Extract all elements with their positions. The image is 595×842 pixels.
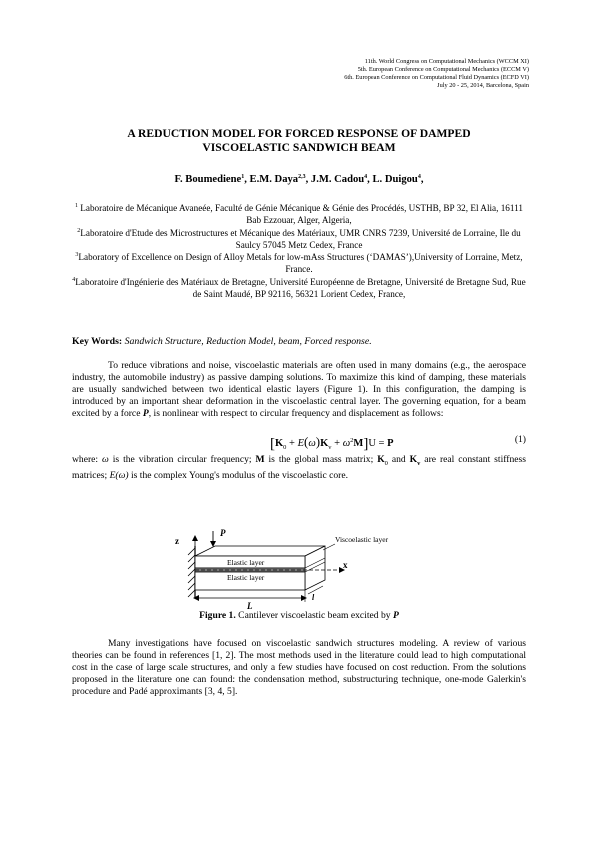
caption-variable: P [392, 610, 399, 621]
caption-text: Cantilever viscoelastic beam excited by [235, 610, 393, 621]
paragraph-text: where: [72, 454, 103, 465]
paragraph-text: is the complex Young's modulus of the viscoelastic core. [128, 469, 349, 481]
affiliation-3 [72, 251, 526, 276]
equation-number: (1) [514, 434, 526, 445]
matrix-k0: K [377, 454, 385, 465]
paragraph-where: where: ω is the vibration circular frequency; M is the global mass matrix; $K_0$ and $K_v$ are real constant stiffness matrices; E(ω) is the complex Young's modulus of the viscoelastic core. [72, 454, 526, 481]
equation-formula: $[K_0 + E(\omega)K_v + \omega^2M]U = P$ [270, 434, 394, 452]
author-list: F. Boumediene$^1$, E.M. Daya$^{2,3}$, J.M. Cadou$^4$, L. Duigou$^4$, [174, 174, 424, 185]
paragraph-text: are real constant stiffness matrices; [72, 454, 526, 481]
caption-label: Figure 1. [199, 610, 236, 621]
elastic-layer-top-label: Elastic layer [227, 558, 265, 567]
force-label: P [220, 528, 226, 538]
young-modulus: E [297, 438, 305, 449]
author-name: J.M. Cadou [310, 174, 365, 185]
cantilever-beam-figure [165, 528, 435, 618]
header-line-4: July 20 - 25, 2014, Barcelona, Spain [437, 82, 529, 90]
z-axis-label: z [175, 536, 179, 546]
affiliation-2 [72, 227, 526, 252]
matrix-kv: K [320, 438, 329, 449]
omega: ω [308, 438, 316, 449]
affiliation-4 [72, 276, 526, 301]
author-sup: 2,3 [298, 174, 306, 180]
author-sup: 1 [241, 174, 245, 180]
equals-sign: = [375, 438, 388, 449]
paragraph-text: To reduce vibrations and noise, viscoelastic materials are often used in many domains (e.g., the aerospace industry, the automobile industry) as passive damping solutions. To maximize this kind of damping, these materials are usually sandwiched between two identical elastic layers (Figure 1). In this configuration, the damping is introduced by an important shear deformation in the viscoelastic central layer. The governing equation, for a beam excited by a force [72, 360, 526, 420]
conference-header [209, 58, 529, 90]
author-name: E.M. Daya [249, 174, 299, 185]
affiliation-text: Laboratory of Excellence on Design of Alloy Metals for low-mAss Structures (‘DAMAS’),University of Lorraine, Metz, France. [78, 252, 523, 275]
paragraph-text: , is nonlinear with respect to circular frequency and displacement as follows: [148, 408, 444, 420]
affiliation-text: Laboratoire de Mécanique Avaneée, Faculté de Génie Mécanique & Génie des Procédés, USTHB, BP 32, El Alia, 16111 Bab Ezzouar, Alger, Algeria, [80, 203, 524, 226]
affiliation-sup: 2 [77, 227, 81, 234]
matrix-m: M [255, 454, 265, 465]
square: 2 [350, 437, 354, 444]
viscoelastic-layer-label: Viscoelastic layer [335, 535, 389, 544]
affiliation-text: Laboratoire d'Ingénierie des Matériaux de Bretagne, Université Européenne de Bretagne, Université de Bretagne Sud, Rue de Saint Maudé, BP 92116, 56321 Lorient Cedex, France, [75, 276, 526, 300]
matrix-m: M [353, 438, 364, 449]
paragraph-text: is the global mass matrix; [264, 454, 378, 465]
paragraph-review: Many investigations have focused on viscoelastic sandwich structures modeling. A review of various theories can be found in references [1, 2]. The most methods used in the literature could lead to high computational cost in the case of large scale structures, and only a few studies have focused on cost reduction. From the solutions proposed in the literature one can found: the condensation method, substructuring technique, one-mode Galerkin's procedure and Padé approximants [3, 4, 5]. [72, 638, 526, 698]
matrix-k0: K [275, 438, 284, 449]
author-sup: 4 [417, 174, 421, 180]
matrix-kv: K [409, 454, 418, 465]
title-line-2: VISCOELASTIC SANDWICH BEAM [202, 141, 396, 154]
affiliation-sup: 3 [75, 252, 79, 259]
keywords-label: Key Words: [72, 336, 123, 347]
author-name: L. Duigou [372, 174, 418, 185]
equation-1 [72, 433, 526, 452]
header-line-3: 6th. European Conference on Computational Fluid Dynamics (ECFD VI) [344, 74, 529, 82]
author-sup: 4 [364, 174, 368, 180]
vector-p: P [387, 438, 394, 449]
omega: ω [102, 454, 109, 465]
subscript-v: v [328, 444, 332, 452]
paragraph-intro [72, 360, 526, 420]
vector-u: U [368, 438, 376, 449]
force-symbol: P [142, 408, 149, 420]
plus-sign: + [331, 438, 343, 449]
header-line-1: 11th. World Congress on Computational Mechanics (WCCM XI) [364, 58, 529, 65]
affiliation-text: Laboratoire d'Etude des Microstructures et Mécanique des Matériaux, UMR CNRS 7239, Université de Lorraine, Ile du Saulcy 57045 Metz Cedex, France [80, 227, 521, 250]
length-label: L [247, 601, 253, 611]
subscript-0: 0 [283, 444, 287, 452]
omega: ω [342, 438, 351, 449]
affiliation-sup: 1 [74, 203, 78, 209]
young-modulus: E(ω) [109, 469, 129, 481]
width-label: l [312, 593, 315, 602]
affiliations [72, 202, 526, 300]
keywords [72, 336, 526, 348]
author-name: F. Boumediene [174, 174, 242, 185]
elastic-layer-bottom-label: Elastic layer [227, 573, 265, 582]
paragraph-text: is the vibration circular frequency; [108, 454, 256, 465]
header-line-2: 5th. European Conference on Computational Mechanics (ECCM V) [357, 66, 529, 74]
figure-caption [72, 610, 526, 621]
title-line-1: A REDUCTION MODEL FOR FORCED RESPONSE OF DAMPED [127, 127, 471, 140]
plus-sign: + [286, 438, 298, 449]
x-axis-label: x [343, 560, 348, 570]
paper-title [72, 127, 526, 155]
paragraph-text: and [387, 454, 410, 465]
affiliation-sup: 4 [72, 276, 76, 283]
keywords-text: Sandwich Structure, Reduction Model, beam, Forced response. [124, 336, 372, 347]
affiliation-1 [72, 202, 526, 227]
